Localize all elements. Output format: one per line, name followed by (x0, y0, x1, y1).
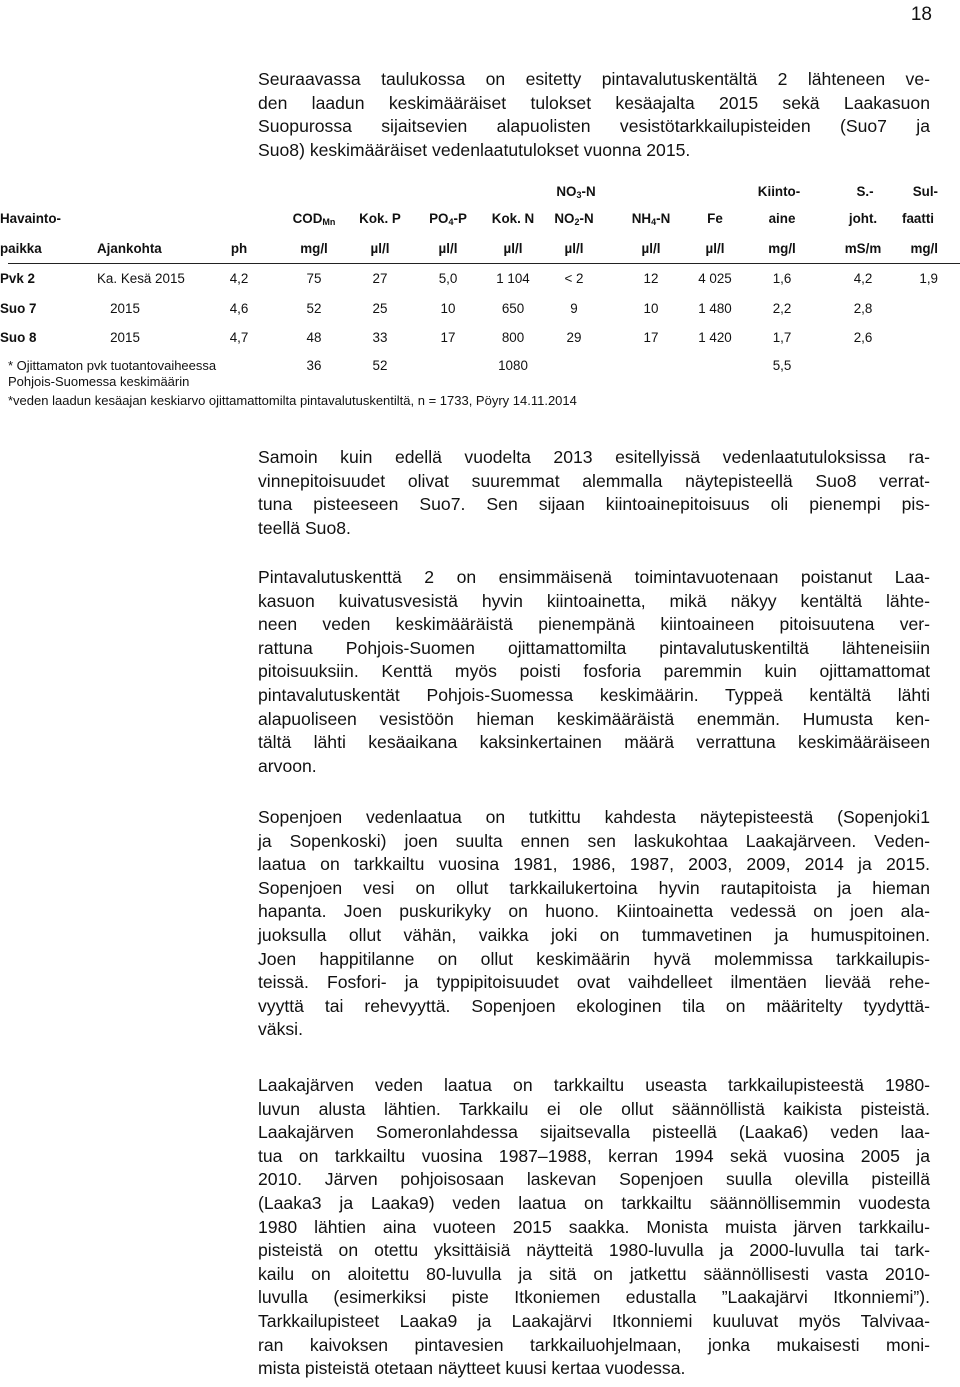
text-line: Pintavalutuskenttä 2 on ensimmäisenä toimintavuotenaan poistanut Laa- (258, 567, 930, 587)
header-nh4-n: $NH_4-N$ (631, 211, 671, 227)
row-cell: 17 (643, 330, 659, 345)
text-line: rattuna Pohjois-Suomen ojittamattomilta pintavalutuskentiltä lähteneisiin (258, 637, 930, 658)
row-cell: < 2 (564, 271, 584, 286)
note-value-cod: 36 (306, 358, 322, 373)
row-cell: 12 (643, 271, 659, 286)
text-line: tua on tarkkailtu vuosina 1987–1988, kerran 1994 sekä vuosina 2005 ja (258, 1145, 930, 1166)
body-paragraph (258, 1074, 930, 1381)
row-period: Ka. Kesä 2015 (97, 271, 185, 286)
row-cell: 1,9 (919, 271, 938, 286)
row-cell: 2,2 (772, 301, 792, 316)
row-cell: 1,6 (772, 271, 792, 286)
header-unit: µl/l (503, 241, 523, 256)
body-paragraph (258, 566, 930, 778)
row-cell: 4,2 (853, 271, 873, 286)
header-kok-n: Kok. N (491, 211, 535, 226)
intro-paragraph (258, 68, 930, 162)
row-cell: 1,7 (772, 330, 792, 345)
text-line: pintavalutuskentät Pohjois-Suomessa keskimäärin. Typpeä kentältä lähti (258, 684, 930, 705)
header-unit: µl/l (564, 241, 584, 256)
text-line: Sopenjoen vesi on ollut tarkkailukertoina hyvin rautapitoista ja hieman (258, 877, 930, 898)
text-line: alapuoliseen vesistöön hieman keskimääräistä enemmän. Humusta ken- (258, 708, 930, 729)
row-site: Suo 8 (0, 330, 37, 345)
text-line: Suopurossa sijaitsevien alapuolisten vesistötarkkailupisteiden (Suo7 ja (258, 116, 930, 137)
row-cell: 75 (306, 271, 322, 286)
row-cell: 1 104 (496, 271, 530, 286)
header-aine: aine (768, 211, 796, 226)
header-po4-p: $PO_4-P$ (429, 211, 467, 227)
header-joht: joht. (848, 211, 878, 226)
header-unit: mg/l (768, 241, 796, 256)
row-period: 2015 (110, 301, 140, 316)
text-line: Suo8) keskimääräiset vedenlaatutulokset vuonna 2015. (258, 139, 691, 160)
text-line: Laakajärven Someronlahdessa sijaitsevalla pisteellä (Laaka6) veden laa- (258, 1122, 930, 1143)
header-kok-p: Kok. P (359, 211, 401, 226)
header-unit: µl/l (438, 241, 458, 256)
text-line: teissä. Fosfori- ja typpipitoisuudet ovat vaihdelleet ilmentäen lievää rehe- (258, 972, 930, 993)
row-cell: 5,0 (438, 271, 458, 286)
row-cell: 48 (306, 330, 322, 345)
header-s: S.- (856, 184, 874, 199)
row-cell: 9 (570, 301, 578, 316)
row-cell: 4,6 (229, 301, 249, 316)
text-line: tältä lähti kesäaikana kaksinkertainen määrä verrattuna keskimääräiseen (258, 732, 930, 753)
header-no2-n: $NO_2-N$ (554, 211, 594, 227)
text-line: teellä Suo8. (258, 517, 351, 538)
text-line: ja Sopenkoski) joen suulta ennen sen laskukohtaa Laakajärveen. Veden- (258, 830, 930, 851)
text-line: Sopenjoen vedenlaatua on tutkittu kahdesta näytepisteestä (Sopenjoki1 (258, 807, 930, 827)
header-paikka: paikka (0, 241, 42, 256)
table-header-rule (8, 263, 960, 264)
text-line: pisteistä on otettu yksittäisiä näytteitä 1980-luvulla ja 2000-luvulla tai tark- (258, 1240, 930, 1261)
row-cell: 2,6 (853, 330, 873, 345)
row-cell: 1 420 (698, 330, 732, 345)
header-faatti: faatti (902, 211, 934, 226)
note-line: Pohjois-Suomessa keskimäärin (8, 374, 190, 389)
header-unit: ph (230, 241, 248, 256)
text-line: vinnepitoisuudet olivat suuremmat alemmalla näytepisteellä Suo8 verrat- (258, 470, 930, 491)
header-sul: Sul- (912, 184, 938, 199)
header-cod: $COD_{Mn}$ (292, 211, 336, 227)
text-line: Samoin kuin edellä vuodelta 2013 esitellyissä vedenlaatutuloksissa ra- (258, 447, 930, 467)
text-line: tuna pisteeseen Suo7. Sen sijaan kiintoainepitoisuus oli pienempi pis- (258, 494, 930, 515)
row-period: 2015 (110, 330, 140, 345)
row-cell: 4 025 (698, 271, 732, 286)
header-unit: mg/l (910, 241, 938, 256)
text-line: hapanta. Joen puskurikyky on huono. Kiintoainetta vedessä on joen ala- (258, 901, 930, 922)
text-line: den laadun keskimääräiset tulokset kesäajalta 2015 sekä Laakasuon (258, 92, 930, 113)
header-ajankohta: Ajankohta (97, 241, 162, 256)
row-cell: 25 (372, 301, 388, 316)
water-quality-table (0, 180, 960, 410)
text-line: Joen happitilanne on ollut keskimäärin hyvä molemmissa tarkkailupis- (258, 948, 930, 969)
note-value-kok-n: 1080 (498, 358, 528, 373)
row-cell: 2,8 (853, 301, 873, 316)
header-fe: Fe (707, 211, 723, 226)
page-number: 18 (910, 4, 932, 25)
row-cell: 52 (306, 301, 322, 316)
text-line: kasuon kuivatusvesistä hyvin kiintoainetta, mikä näkyy kentältä lähte- (258, 590, 930, 611)
row-cell: 1 480 (698, 301, 732, 316)
row-cell: 4,2 (229, 271, 249, 286)
row-cell: 29 (566, 330, 582, 345)
text-line: väksi. (258, 1019, 303, 1040)
text-line: (Laaka3 ja Laaka9) veden laatua on tarkkailtu säännöllisemmin vuodesta (258, 1192, 930, 1213)
text-line: luvun alusta lähtien. Tarkkailu ei ole ollut säännöllistä kaikista pisteistä. (258, 1098, 930, 1119)
row-site: Suo 7 (0, 301, 37, 316)
text-line: vyyttä tai rehevyyttä. Sopenjoen ekologinen tila on määritelty tyydyttä- (258, 995, 930, 1016)
text-line: laatua on tarkkailtu vuosina 1981, 1986, 1987, 2003, 2009, 2014 ja 2015. (258, 854, 930, 875)
header-havainto: Havainto- (0, 211, 62, 226)
table-footnote: *veden laadun kesäajan keskiarvo ojittamattomilta pintavalutuskentiltä, n = 1733, Pöyry 14.11.2014 (8, 393, 577, 408)
row-cell: 33 (372, 330, 388, 345)
text-line: pitoisuuksiin. Kenttä myös poisti fosforia paremmin kuin ojittamattomat (258, 661, 930, 682)
text-line: Seuraavassa taulukossa on esitetty pintavalutuskentältä 2 lähteneen ve- (258, 69, 930, 89)
text-line: kailu on aloitettu 80-luvulla ja sitä on jatkettu säännöllisesti vasta 2010- (258, 1263, 930, 1284)
text-line: luvulla (esimerkiksi piste Itkoniemen edustalla ”Laakajärvi Itkonniemi”). (258, 1287, 930, 1308)
row-cell: 17 (440, 330, 456, 345)
header-unit: mS/m (844, 241, 882, 256)
text-line: 2010. Järven pohjoisosaan laskevan Sopenjoen suulla olevilla pisteillä (258, 1169, 930, 1190)
row-cell: 800 (501, 330, 525, 345)
note-value-kok-p: 52 (372, 358, 388, 373)
header-kiinto: Kiinto- (757, 184, 801, 199)
header-unit: mg/l (300, 241, 328, 256)
header-unit: µl/l (370, 241, 390, 256)
body-paragraph (258, 806, 930, 1042)
row-site: Pvk 2 (0, 271, 35, 286)
row-cell: 10 (440, 301, 456, 316)
note-line: * Ojittamaton pvk tuotantovaiheessa (8, 358, 217, 373)
text-line: Laakajärven veden laatua on tarkkailtu useasta tarkkailupisteestä 1980- (258, 1075, 930, 1095)
text-line: 1980 lähtien aina vuoteen 2015 saakka. Monista muista järven tarkkailu- (258, 1216, 930, 1237)
header-no3-n: $NO_3-N$ (556, 184, 596, 200)
row-cell: 10 (643, 301, 659, 316)
header-unit: µl/l (705, 241, 725, 256)
note-value-kiintoaine: 5,5 (772, 358, 792, 373)
text-line: arvoon. (258, 755, 317, 776)
text-line: Tarkkailupisteet Laaka9 ja Laakajärvi Itkonniemi kuuluvat myös Talvivaa- (258, 1310, 930, 1331)
header-unit: µl/l (641, 241, 661, 256)
text-line: neen veden keskimääräistä pienempänä kiintoaineen pitoisuutena ver- (258, 614, 930, 635)
row-cell: 4,7 (229, 330, 249, 345)
text-line: juoksulla ollut vähän, vaikka joki on tummavetinen ja humuspitoinen. (258, 924, 930, 945)
text-line: ran kaivoksen pintavesien tarkkailuohjelmaan, jonka mukaisesti moni- (258, 1334, 930, 1355)
row-cell: 650 (501, 301, 525, 316)
body-paragraph (258, 446, 930, 540)
row-cell: 27 (372, 271, 388, 286)
text-line: mista pisteistä otetaan näytteet kuusi kertaa vuodessa. (258, 1358, 686, 1379)
